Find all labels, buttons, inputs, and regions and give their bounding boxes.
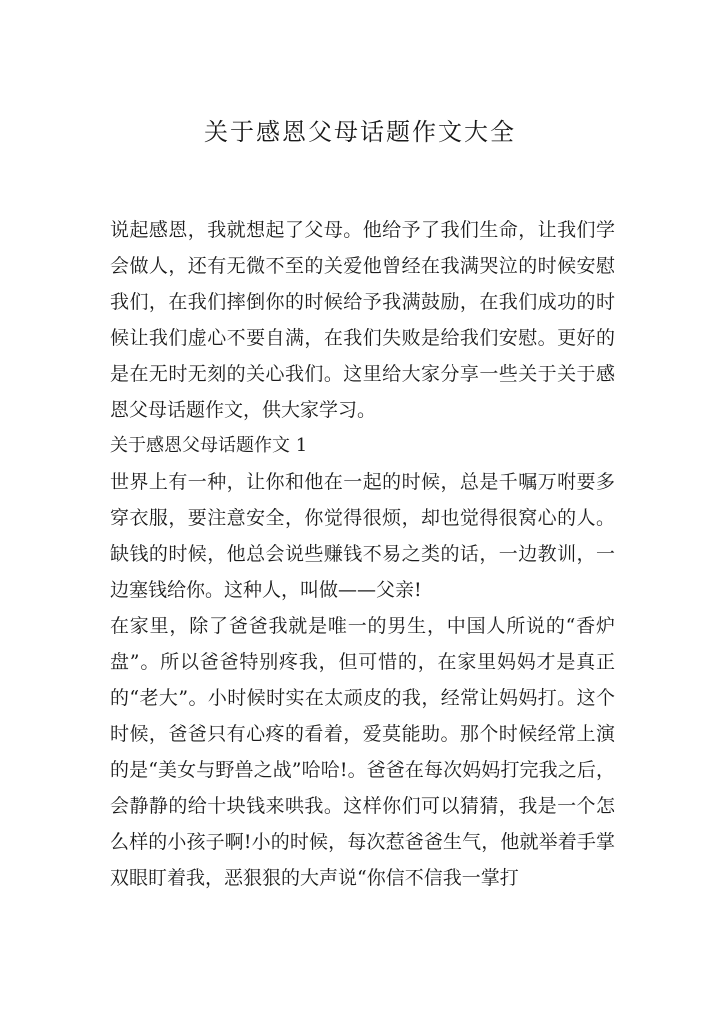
intro-paragraph: 说起感恩，我就想起了父母。他给予了我们生命，让我们学会做人，还有无微不至的关爱他曾经在我满哭泣的时候安慰我们，在我们摔倒你的时候给予我满鼓励，在我们成功的时候让我们虚心不要自满，在我们失败是给我们安慰。更好的是在无时无刻的关心我们。这里给大家分享一些关于关于感恩父母话题作文，供大家学习。 xyxy=(110,219,615,421)
document-title: 关于感恩父母话题作文大全 xyxy=(204,118,516,146)
paragraph: 世界上有一种，让你和他在一起的时候，总是千嘱万咐要多穿衣服，要注意安全，你觉得很烦，却也觉得很窝心的人。缺钱的时候，他总会说些赚钱不易之类的话，一边教训，一边塞钱给你。这种人，叫做——父亲! xyxy=(110,471,615,601)
document-body xyxy=(110,212,615,896)
paragraph: 在家里，除了爸爸我就是唯一的男生，中国人所说的“香炉盘”。所以爸爸特别疼我，但可惜的，在家里妈妈才是真正的“老大”。小时候时实在太顽皮的我，经常让妈妈打。这个时候，爸爸只有心疼的看着，爱莫能助。那个时候经常上演的是“美女与野兽之战”哈哈!。爸爸在每次妈妈打完我之后，会静静的给十块钱来哄我。这样你们可以猜猜，我是一个怎么样的小孩子啊!小的时候，每次惹爸爸生气，他就举着手掌双眼盯着我，恶狠狠的大声说“你信不信我一掌打 xyxy=(110,615,615,889)
section-heading: 关于感恩父母话题作文 1 xyxy=(110,435,308,456)
